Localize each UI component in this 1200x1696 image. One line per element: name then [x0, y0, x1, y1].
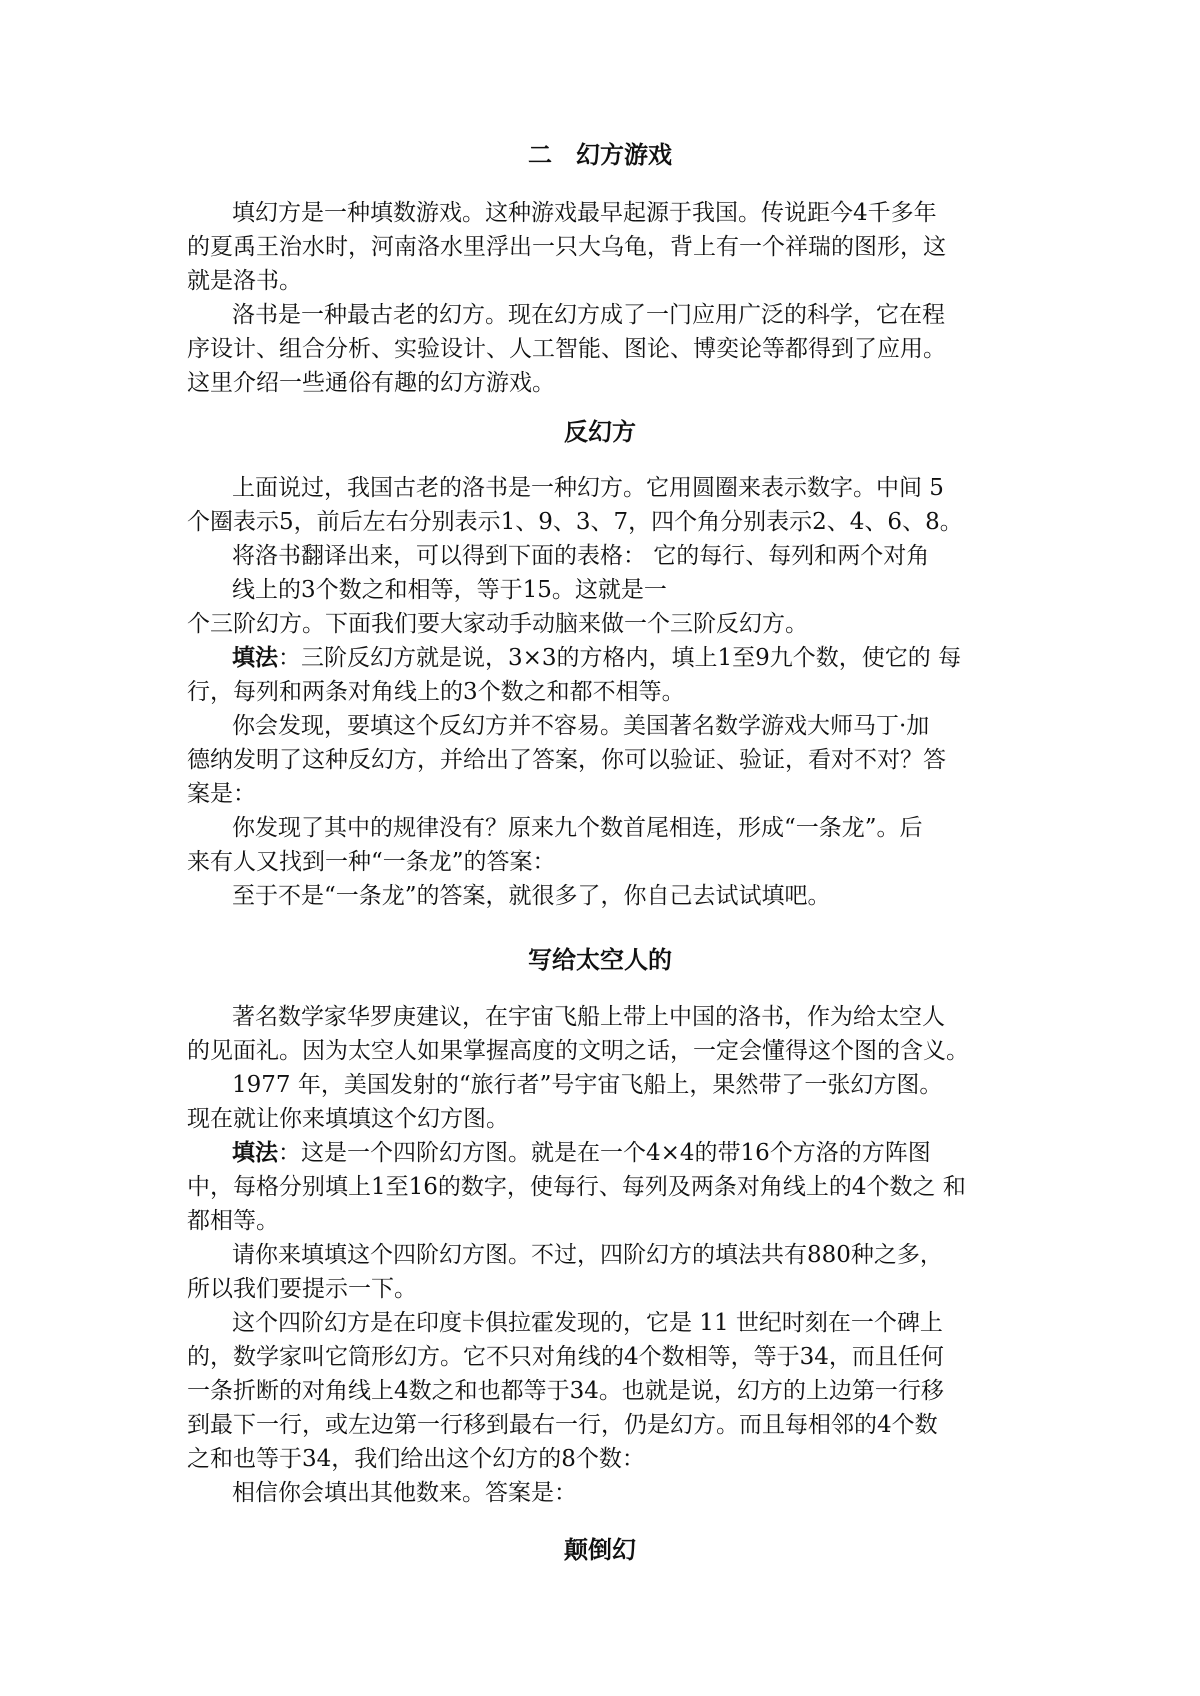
paragraph-line: 你发现了其中的规律没有？原来九个数首尾相连，形成“一条龙”。后: [232, 815, 923, 841]
paragraph-line: 1977 年，美国发射的“旅行者”号宇宙飞船上，果然带了一张幻方图。: [232, 1072, 943, 1098]
paragraph-line: 一条折断的对角线上4数之和也都等于34。也就是说，幻方的上边第一行移: [187, 1378, 944, 1404]
paragraph-line: 至于不是“一条龙”的答案，就很多了，你自己去试试填吧。: [232, 883, 831, 909]
paragraph-line: 相信你会填出其他数来。答案是：: [232, 1480, 577, 1506]
paragraph-text: ：三阶反幻方就是说，3×3的方格内，填上1至9九个数，使它的 每: [278, 645, 962, 671]
paragraph-line: 个三阶幻方。下面我们要大家动手动脑来做一个三阶反幻方。: [187, 611, 808, 637]
paragraph-line: 这个四阶幻方是在印度卡俱拉霍发现的，它是 11 世纪时刻在一个碑上: [232, 1310, 943, 1336]
section-heading: 写给太空人的: [528, 946, 672, 974]
page-title: 二 幻方游戏: [528, 141, 672, 169]
paragraph-line: 之和也等于34，我们给出这个幻方的8个数：: [187, 1446, 645, 1472]
paragraph-line: 现在就让你来填填这个幻方图。: [187, 1106, 509, 1132]
paragraph-line: 序设计、组合分析、实验设计、人工智能、图论、博奕论等都得到了应用。: [187, 336, 946, 362]
paragraph-line: 填幻方是一种填数游戏。这种游戏最早起源于我国。传说距今4千多年: [232, 200, 937, 226]
paragraph-line: 请你来填填这个四阶幻方图。不过，四阶幻方的填法共有880种之多，: [232, 1242, 943, 1268]
paragraph-line: 的见面礼。因为太空人如果掌握高度的文明之话，一定会懂得这个图的含义。: [187, 1038, 969, 1064]
paragraph-line: 个圈表示5，前后左右分别表示1、9、3、7，四个角分别表示2、4、6、8。: [187, 509, 963, 535]
paragraph-line: [232, 1136, 931, 1170]
method-label: 填法: [232, 1139, 278, 1166]
paragraph-line: 的夏禹王治水时，河南洛水里浮出一只大乌龟，背上有一个祥瑞的图形，这: [187, 234, 946, 260]
paragraph-line: 行，每列和两条对角线上的3个数之和都不相等。: [187, 679, 685, 705]
paragraph-line: 上面说过，我国古老的洛书是一种幻方。它用圆圈来表示数字。中间 5: [232, 475, 944, 501]
paragraph-line: 所以我们要提示一下。: [187, 1276, 417, 1302]
paragraph-line: 来有人又找到一种“一条龙”的答案：: [187, 849, 556, 875]
paragraph-line: 这里介绍一些通俗有趣的幻方游戏。: [187, 370, 555, 396]
paragraph-text: ：这是一个四阶幻方图。就是在一个4×4的带16个方洛的方阵图: [278, 1140, 931, 1166]
paragraph-line: 洛书是一种最古老的幻方。现在幻方成了一门应用广泛的科学，它在程: [232, 302, 945, 328]
paragraph-line: 德纳发明了这种反幻方，并给出了答案，你可以验证、验证，看对不对？答: [187, 747, 946, 773]
paragraph-line: 著名数学家华罗庚建议，在宇宙飞船上带上中国的洛书，作为给太空人: [232, 1004, 945, 1030]
paragraph-line: 线上的3个数之和相等，等于15。这就是一: [232, 577, 667, 603]
paragraph-line: 将洛书翻译出来，可以得到下面的表格： 它的每行、每列和两个对角: [232, 543, 930, 569]
paragraph-line: 都相等。: [187, 1208, 279, 1234]
paragraph-line: 到最下一行，或左边第一行移到最右一行，仍是幻方。而且每相邻的4个数: [187, 1412, 938, 1438]
paragraph-line: 就是洛书。: [187, 268, 302, 294]
paragraph-line: 中，每格分别填上1至16的数字，使每行、每列及两条对角线上的4个数之 和: [187, 1174, 966, 1200]
paragraph-line: 案是：: [187, 781, 256, 807]
paragraph-line: 你会发现，要填这个反幻方并不容易。美国著名数学游戏大师马丁·加: [232, 713, 930, 739]
section-heading: 反幻方: [564, 418, 636, 446]
paragraph-line: [232, 641, 961, 675]
section-heading: 颠倒幻: [564, 1536, 636, 1564]
method-label: 填法: [232, 644, 278, 671]
paragraph-line: 的，数学家叫它筒形幻方。它不只对角线的4个数相等，等于34，而且任何: [187, 1344, 944, 1370]
